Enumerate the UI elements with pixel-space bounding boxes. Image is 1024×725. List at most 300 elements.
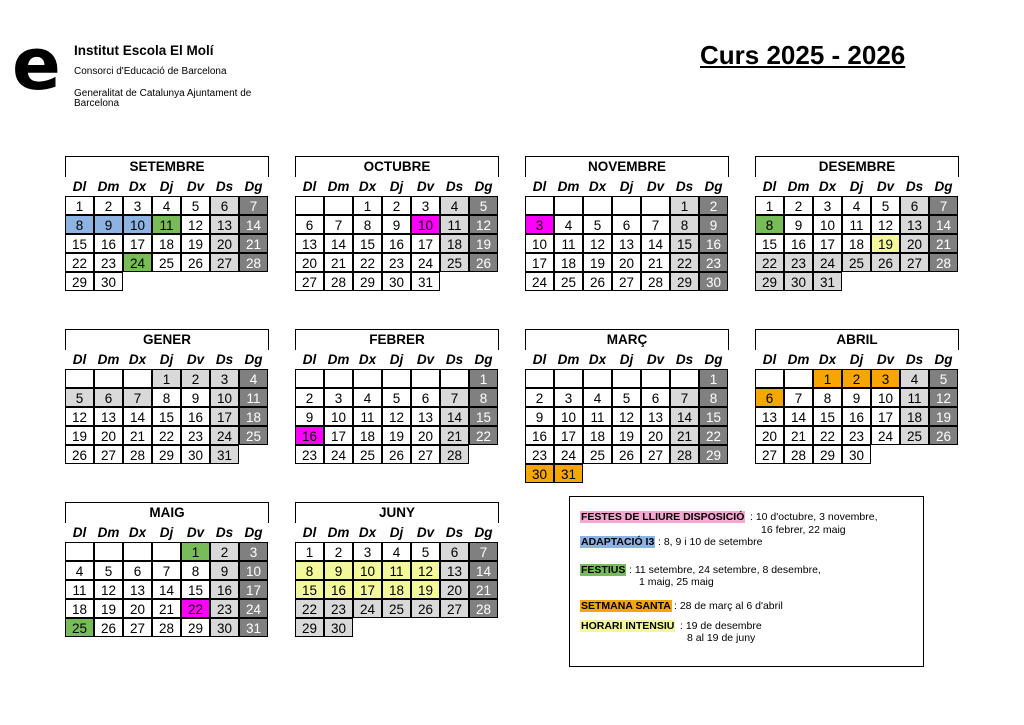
calendar-day: 6 xyxy=(123,561,152,580)
calendar-day: 3 xyxy=(871,369,900,388)
weekday-header: Dv xyxy=(416,352,435,367)
calendar-day: 10 xyxy=(123,215,152,234)
calendar-empty-cell xyxy=(554,196,583,215)
calendar-day: 29 xyxy=(699,445,728,464)
weekday-header: Dv xyxy=(186,525,205,540)
calendar-day: 23 xyxy=(181,426,210,445)
calendar-day: 10 xyxy=(411,215,440,234)
weekday-header: Dm xyxy=(327,525,350,540)
calendar-empty-cell xyxy=(440,369,469,388)
calendar-day: 24 xyxy=(353,599,382,618)
calendar-day: 25 xyxy=(65,618,94,637)
weekday-header: Ds xyxy=(215,352,234,367)
calendar-day: 6 xyxy=(94,388,123,407)
calendar-day: 27 xyxy=(210,253,239,272)
calendar-day: 20 xyxy=(440,580,469,599)
calendar-day: 5 xyxy=(612,388,641,407)
calendar-empty-cell xyxy=(525,369,554,388)
calendar-day: 20 xyxy=(295,253,324,272)
calendar-day: 18 xyxy=(842,234,871,253)
consorci-label: Consorci d'Educació de Barcelona xyxy=(74,66,227,77)
calendar-day: 29 xyxy=(152,445,181,464)
calendar-day: 26 xyxy=(181,253,210,272)
calendar-day: 27 xyxy=(440,599,469,618)
calendar-day: 5 xyxy=(94,561,123,580)
calendar-day: 19 xyxy=(382,426,411,445)
weekday-header: Dv xyxy=(646,179,665,194)
calendar-day: 18 xyxy=(239,407,268,426)
calendar-day: 5 xyxy=(65,388,94,407)
weekday-header: Dm xyxy=(557,179,580,194)
weekday-header: Dl xyxy=(302,352,317,367)
calendar-day: 20 xyxy=(123,599,152,618)
calendar-day: 10 xyxy=(871,388,900,407)
calendar-day: 10 xyxy=(239,561,268,580)
calendar-day: 3 xyxy=(239,542,268,561)
calendar-day: 26 xyxy=(871,253,900,272)
calendar-day: 23 xyxy=(525,445,554,464)
calendar-day: 30 xyxy=(842,445,871,464)
weekday-header: Dx xyxy=(128,525,147,540)
month-title: MAIG xyxy=(149,505,185,520)
weekday-header: Dj xyxy=(159,179,174,194)
calendar-day: 29 xyxy=(813,445,842,464)
calendar-day: 24 xyxy=(123,253,152,272)
calendar-day: 25 xyxy=(353,445,382,464)
weekday-header: Dg xyxy=(934,179,953,194)
calendar-day: 17 xyxy=(554,426,583,445)
calendar-day: 30 xyxy=(181,445,210,464)
weekday-header: Dg xyxy=(474,352,493,367)
calendar-day: 15 xyxy=(813,407,842,426)
calendar-day: 19 xyxy=(411,580,440,599)
calendar-day: 10 xyxy=(210,388,239,407)
calendar-empty-cell xyxy=(324,369,353,388)
calendar-day: 6 xyxy=(411,388,440,407)
calendar-day: 27 xyxy=(755,445,784,464)
calendar-day: 13 xyxy=(210,215,239,234)
calendar-day: 21 xyxy=(324,253,353,272)
calendar-empty-cell xyxy=(554,369,583,388)
calendar-day: 4 xyxy=(239,369,268,388)
legend-santa-text: : 28 de març al 6 d'abril xyxy=(674,600,783,612)
calendar-empty-cell xyxy=(641,369,670,388)
calendar-day: 5 xyxy=(929,369,958,388)
weekday-header: Dv xyxy=(876,352,895,367)
weekday-header: Dx xyxy=(128,352,147,367)
weekday-header: Ds xyxy=(215,179,234,194)
calendar-day: 4 xyxy=(554,215,583,234)
calendar-day: 19 xyxy=(929,407,958,426)
calendar-day: 19 xyxy=(583,253,612,272)
calendar-day: 25 xyxy=(440,253,469,272)
calendar-day: 11 xyxy=(583,407,612,426)
calendar-day: 3 xyxy=(210,369,239,388)
calendar-day: 13 xyxy=(440,561,469,580)
calendar-day: 3 xyxy=(324,388,353,407)
calendar-day: 15 xyxy=(181,580,210,599)
weekday-header: Dl xyxy=(72,525,87,540)
calendar-day: 26 xyxy=(469,253,498,272)
calendar-day: 4 xyxy=(152,196,181,215)
calendar-day: 11 xyxy=(239,388,268,407)
calendar-day: 8 xyxy=(152,388,181,407)
calendar-day: 18 xyxy=(152,234,181,253)
calendar-day: 9 xyxy=(842,388,871,407)
course-title: Curs 2025 - 2026 xyxy=(700,40,906,70)
calendar-day: 25 xyxy=(900,426,929,445)
calendar-day: 31 xyxy=(411,272,440,291)
calendar-day: 6 xyxy=(900,196,929,215)
weekday-header: Dj xyxy=(619,179,634,194)
calendar-day: 2 xyxy=(295,388,324,407)
weekday-header: Dm xyxy=(97,352,120,367)
calendar-day: 20 xyxy=(94,426,123,445)
calendar-day: 30 xyxy=(784,272,813,291)
calendar-day: 12 xyxy=(94,580,123,599)
calendar-day: 5 xyxy=(469,196,498,215)
calendar-day: 9 xyxy=(699,215,728,234)
calendar-day: 5 xyxy=(583,215,612,234)
calendar-day: 26 xyxy=(929,426,958,445)
calendar-day: 12 xyxy=(929,388,958,407)
calendar-day: 15 xyxy=(295,580,324,599)
calendar-day: 14 xyxy=(123,407,152,426)
calendar-day: 9 xyxy=(324,561,353,580)
month-title: OCTUBRE xyxy=(363,159,431,174)
calendar-day: 27 xyxy=(612,272,641,291)
calendar-day: 29 xyxy=(65,272,94,291)
school-name: Institut Escola El Molí xyxy=(74,43,214,58)
weekday-header: Dv xyxy=(416,179,435,194)
calendar-day: 28 xyxy=(670,445,699,464)
calendar-day: 16 xyxy=(295,426,324,445)
calendar-day: 4 xyxy=(65,561,94,580)
weekday-header: Ds xyxy=(675,179,694,194)
calendar-day: 26 xyxy=(382,445,411,464)
calendar-day: 3 xyxy=(353,542,382,561)
calendar-day: 29 xyxy=(181,618,210,637)
weekday-header: Dx xyxy=(358,179,377,194)
calendar-day: 4 xyxy=(382,542,411,561)
calendar-day: 12 xyxy=(871,215,900,234)
calendar-day: 1 xyxy=(813,369,842,388)
calendar-day: 17 xyxy=(813,234,842,253)
weekday-header: Ds xyxy=(215,525,234,540)
calendar-day: 3 xyxy=(411,196,440,215)
month-calendar xyxy=(65,329,270,489)
calendar-day: 12 xyxy=(181,215,210,234)
calendar-day: 14 xyxy=(440,407,469,426)
weekday-header: Dx xyxy=(358,352,377,367)
legend-lliure-text: : 10 d'octubre, 3 novembre, xyxy=(750,511,878,523)
calendar-day: 29 xyxy=(353,272,382,291)
calendar-day: 15 xyxy=(152,407,181,426)
calendar-day: 8 xyxy=(670,215,699,234)
calendar-day: 17 xyxy=(525,253,554,272)
calendar-day: 25 xyxy=(583,445,612,464)
calendar-empty-cell xyxy=(295,196,324,215)
calendar-day: 30 xyxy=(699,272,728,291)
calendar-day: 6 xyxy=(295,215,324,234)
calendar-day: 1 xyxy=(755,196,784,215)
weekday-header: Dm xyxy=(327,179,350,194)
month-calendar xyxy=(525,329,730,489)
weekday-header: Dj xyxy=(849,179,864,194)
legend-intensiu-label: HORARI INTENSIU xyxy=(581,620,675,632)
generalitat-label: Generalitat de Catalunya Ajuntament de Barcelona xyxy=(74,88,252,109)
legend-santa-label: SETMANA SANTA xyxy=(581,600,671,612)
calendar-day: 29 xyxy=(755,272,784,291)
calendar-empty-cell xyxy=(65,542,94,561)
calendar-empty-cell xyxy=(583,369,612,388)
calendar-empty-cell xyxy=(152,542,181,561)
weekday-header: Dg xyxy=(474,179,493,194)
calendar-day: 11 xyxy=(440,215,469,234)
calendar-day: 11 xyxy=(554,234,583,253)
month-calendar xyxy=(755,156,960,316)
calendar-day: 7 xyxy=(152,561,181,580)
calendar-day: 21 xyxy=(641,253,670,272)
calendar-empty-cell xyxy=(612,369,641,388)
calendar-day: 31 xyxy=(813,272,842,291)
calendar-day: 20 xyxy=(411,426,440,445)
weekday-header: Dv xyxy=(186,179,205,194)
calendar-day: 30 xyxy=(210,618,239,637)
calendar-day: 9 xyxy=(382,215,411,234)
calendar-day: 22 xyxy=(181,599,210,618)
calendar-day: 22 xyxy=(755,253,784,272)
month-calendar xyxy=(295,329,500,489)
calendar-day: 17 xyxy=(123,234,152,253)
calendar-empty-cell xyxy=(65,369,94,388)
calendar-empty-cell xyxy=(755,369,784,388)
weekday-header: Dj xyxy=(159,352,174,367)
weekday-header: Dv xyxy=(186,352,205,367)
calendar-day: 8 xyxy=(65,215,94,234)
calendar-day: 13 xyxy=(295,234,324,253)
calendar-day: 19 xyxy=(181,234,210,253)
calendar-day: 23 xyxy=(295,445,324,464)
calendar-empty-cell xyxy=(353,369,382,388)
legend-intensiu-text-2: 8 al 19 de juny xyxy=(687,632,756,644)
calendar-day: 31 xyxy=(554,464,583,483)
calendar-day: 20 xyxy=(641,426,670,445)
calendar-day: 30 xyxy=(324,618,353,637)
month-calendar xyxy=(65,502,270,662)
calendar-day: 20 xyxy=(612,253,641,272)
legend-festius-label: FESTIUS xyxy=(581,564,626,576)
month-title: ABRIL xyxy=(836,332,878,347)
calendar-day: 5 xyxy=(181,196,210,215)
calendar-day: 22 xyxy=(152,426,181,445)
calendar-day: 26 xyxy=(94,618,123,637)
legend-festius-text-2: 1 maig, 25 maig xyxy=(639,576,714,588)
calendar-empty-cell xyxy=(324,196,353,215)
calendar-day: 10 xyxy=(525,234,554,253)
calendar-day: 12 xyxy=(65,407,94,426)
calendar-day: 28 xyxy=(929,253,958,272)
calendar-day: 17 xyxy=(210,407,239,426)
calendar-day: 21 xyxy=(929,234,958,253)
month-title: NOVEMBRE xyxy=(587,159,666,174)
calendar-day: 7 xyxy=(670,388,699,407)
calendar-day: 9 xyxy=(94,215,123,234)
calendar-day: 28 xyxy=(469,599,498,618)
weekday-header: Dx xyxy=(588,179,607,194)
calendar-day: 2 xyxy=(784,196,813,215)
weekday-header: Dx xyxy=(818,352,837,367)
weekday-header: Dv xyxy=(876,179,895,194)
calendar-day: 13 xyxy=(641,407,670,426)
calendar-day: 27 xyxy=(411,445,440,464)
calendar-day: 7 xyxy=(469,542,498,561)
calendar-day: 16 xyxy=(181,407,210,426)
calendar-day: 28 xyxy=(784,445,813,464)
calendar-day: 31 xyxy=(239,618,268,637)
calendar-day: 8 xyxy=(469,388,498,407)
calendar-day: 7 xyxy=(123,388,152,407)
calendar-day: 1 xyxy=(699,369,728,388)
calendar-day: 10 xyxy=(324,407,353,426)
calendar-day: 25 xyxy=(239,426,268,445)
calendar-day: 25 xyxy=(382,599,411,618)
calendar-day: 21 xyxy=(152,599,181,618)
calendar-day: 28 xyxy=(239,253,268,272)
calendar-day: 23 xyxy=(699,253,728,272)
calendar-empty-cell xyxy=(784,369,813,388)
calendar-day: 26 xyxy=(411,599,440,618)
month-calendar xyxy=(525,156,730,316)
calendar-day: 17 xyxy=(411,234,440,253)
calendar-day: 7 xyxy=(239,196,268,215)
calendar-day: 11 xyxy=(353,407,382,426)
calendar-day: 26 xyxy=(612,445,641,464)
calendar-day: 12 xyxy=(612,407,641,426)
calendar-day: 6 xyxy=(612,215,641,234)
weekday-header: Dl xyxy=(762,179,777,194)
calendar-day: 18 xyxy=(65,599,94,618)
calendar-day: 14 xyxy=(469,561,498,580)
weekday-header: Ds xyxy=(905,179,924,194)
calendar-day: 1 xyxy=(181,542,210,561)
calendar-day: 11 xyxy=(842,215,871,234)
weekday-header: Dx xyxy=(818,179,837,194)
calendar-day: 5 xyxy=(411,542,440,561)
calendar-day: 2 xyxy=(842,369,871,388)
calendar-day: 24 xyxy=(411,253,440,272)
calendar-day: 25 xyxy=(554,272,583,291)
calendar-empty-cell xyxy=(123,542,152,561)
calendar-day: 14 xyxy=(152,580,181,599)
calendar-day: 8 xyxy=(813,388,842,407)
calendar-day: 22 xyxy=(353,253,382,272)
weekday-header: Dl xyxy=(762,352,777,367)
calendar-day: 1 xyxy=(670,196,699,215)
calendar-day: 2 xyxy=(525,388,554,407)
calendar-day: 3 xyxy=(813,196,842,215)
calendar-day: 16 xyxy=(784,234,813,253)
calendar-day: 8 xyxy=(353,215,382,234)
month-calendar xyxy=(295,502,500,662)
weekday-header: Dm xyxy=(97,179,120,194)
calendar-day: 22 xyxy=(295,599,324,618)
calendar-day: 7 xyxy=(324,215,353,234)
calendar-day: 6 xyxy=(755,388,784,407)
calendar-day: 1 xyxy=(469,369,498,388)
month-title: MARÇ xyxy=(606,332,648,347)
weekday-header: Dx xyxy=(358,525,377,540)
calendar-day: 11 xyxy=(65,580,94,599)
calendar-empty-cell xyxy=(612,196,641,215)
calendar-day: 24 xyxy=(525,272,554,291)
weekday-header: Dg xyxy=(474,525,493,540)
calendar-day: 18 xyxy=(900,407,929,426)
legend-intensiu-text: : 19 de desembre xyxy=(680,620,762,632)
calendar-day: 2 xyxy=(94,196,123,215)
calendar-day: 15 xyxy=(65,234,94,253)
calendar-day: 23 xyxy=(784,253,813,272)
calendar-day: 4 xyxy=(900,369,929,388)
calendar-day: 16 xyxy=(842,407,871,426)
weekday-header: Dg xyxy=(244,352,263,367)
calendar-day: 8 xyxy=(699,388,728,407)
calendar-day: 15 xyxy=(755,234,784,253)
calendar-day: 13 xyxy=(123,580,152,599)
calendar-day: 7 xyxy=(784,388,813,407)
calendar-day: 11 xyxy=(152,215,181,234)
calendar-day: 1 xyxy=(295,542,324,561)
calendar-day: 19 xyxy=(469,234,498,253)
calendar-day: 3 xyxy=(123,196,152,215)
calendar-day: 23 xyxy=(210,599,239,618)
calendar-day: 14 xyxy=(670,407,699,426)
calendar-day: 28 xyxy=(324,272,353,291)
calendar-day: 2 xyxy=(699,196,728,215)
calendar-day: 14 xyxy=(239,215,268,234)
calendar-day: 28 xyxy=(641,272,670,291)
weekday-header: Dj xyxy=(159,525,174,540)
calendar-day: 8 xyxy=(181,561,210,580)
weekday-header: Dx xyxy=(128,179,147,194)
calendar-day: 2 xyxy=(181,369,210,388)
calendar-day: 9 xyxy=(181,388,210,407)
calendar-empty-cell xyxy=(583,196,612,215)
calendar-empty-cell xyxy=(94,542,123,561)
calendar-day: 21 xyxy=(784,426,813,445)
calendar-day: 27 xyxy=(295,272,324,291)
calendar-day: 21 xyxy=(239,234,268,253)
calendar-day: 7 xyxy=(929,196,958,215)
month-title: DESEMBRE xyxy=(818,159,896,174)
calendar-day: 3 xyxy=(525,215,554,234)
school-logo: e xyxy=(12,22,61,106)
calendar-day: 15 xyxy=(353,234,382,253)
weekday-header: Dj xyxy=(619,352,634,367)
calendar-empty-cell xyxy=(295,369,324,388)
month-title: FEBRER xyxy=(369,332,425,347)
weekday-header: Dg xyxy=(704,179,723,194)
calendar-empty-cell xyxy=(382,369,411,388)
calendar-day: 20 xyxy=(210,234,239,253)
calendar-empty-cell xyxy=(641,196,670,215)
calendar-day: 25 xyxy=(842,253,871,272)
calendar-day: 19 xyxy=(65,426,94,445)
weekday-header: Dl xyxy=(72,352,87,367)
calendar-day: 30 xyxy=(94,272,123,291)
calendar-day: 23 xyxy=(842,426,871,445)
calendar-day: 15 xyxy=(469,407,498,426)
